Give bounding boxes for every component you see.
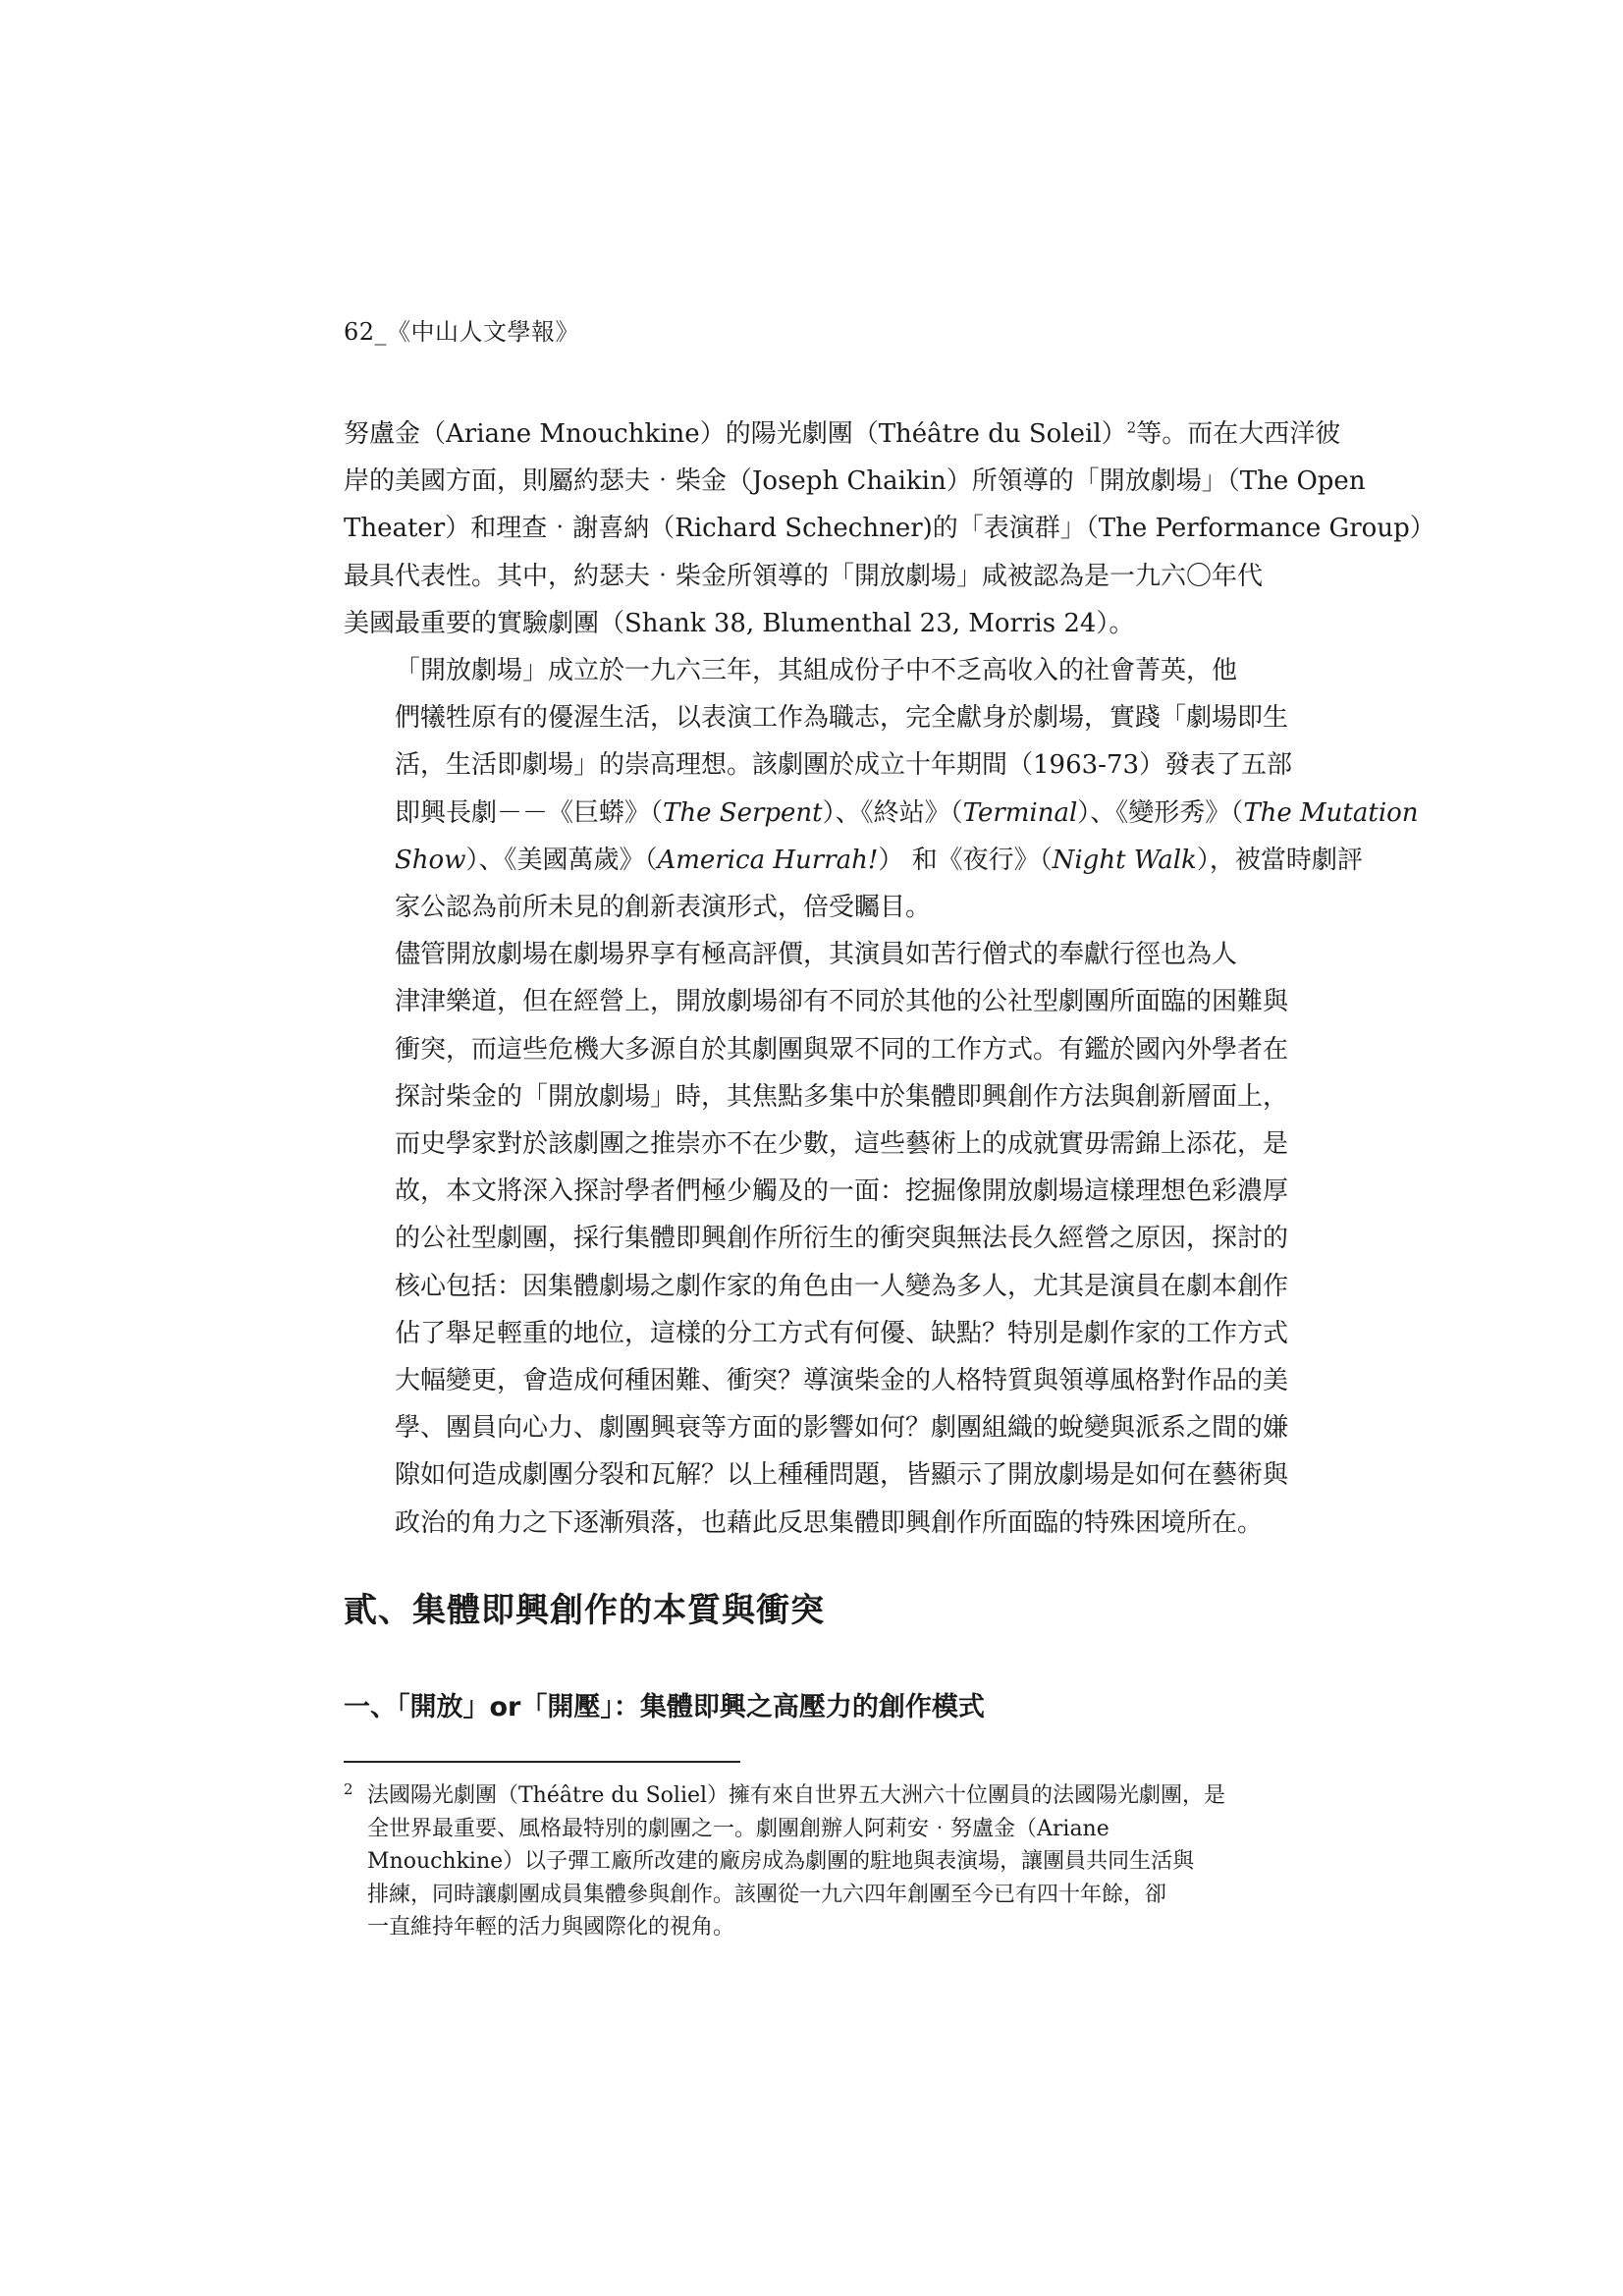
running-head: 62_《中山人文學報》: [344, 318, 580, 346]
paragraph-line: 岸的美國方面，則屬約瑟夫‧柴金（Joseph Chaikin）所領導的「開放劇場」（The Open: [344, 466, 1366, 497]
footnote-mark: 2: [344, 1780, 353, 1798]
paragraph-line: 活，生活即劇場」的崇高理想。該劇團於成立十年期間（1963-73）發表了五部: [395, 750, 1293, 781]
body-text: [344, 410, 1435, 1547]
paragraph-line: 故，本文將深入探討學者們極少觸及的一面：挖掘像開放劇場這樣理想色彩濃厚: [395, 1176, 1289, 1207]
footnote-line: 一直維持年輕的活力與國際化的視角。: [367, 1915, 735, 1941]
footnote-line: 全世界最重要、風格最特別的劇團之一。劇團創辦人阿莉安‧努盧金（Ariane: [367, 1816, 1109, 1841]
paragraph-line: 努盧金（Ariane Mnouchkine）的陽光劇團（Théâtre du Soleil）$^2$等。而在大西洋彼: [344, 418, 1341, 449]
paragraph-line: Show）、《美國萬歲》（America Hurrah!） 和《夜行》（Night Walk），被當時劇評: [395, 845, 1363, 875]
paragraph-line: 大幅變更，會造成何種困難、衝突？導演柴金的人格特質與領導風格對作品的美: [395, 1366, 1289, 1396]
paragraph-line: 探討柴金的「開放劇場」時，其焦點多集中於集體即興創作方法與創新層面上，: [395, 1081, 1289, 1112]
footnote-text: [367, 1779, 1294, 1944]
footnote-line: 法國陽光劇團（Théâtre du Soliel）擁有來自世界五大洲六十位團員的法國陽光劇團，是: [367, 1783, 1226, 1808]
paragraph-2: [344, 647, 1419, 931]
paragraph-line: 「開放劇場」成立於一九六三年，其組成份子中不乏高收入的社會菁英，他: [395, 656, 1238, 686]
paragraph-line: 政治的角力之下逐漸殞落，也藉此反思集體即興創作所面臨的特殊困境所在。: [395, 1507, 1264, 1538]
paragraph-line: 津津樂道，但在經營上，開放劇場卻有不同於其他的公社型劇團所面臨的困難與: [395, 987, 1289, 1017]
paragraph-line: 核心包括：因集體劇場之劇作家的角色由一人變為多人，尤其是演員在劇本創作: [395, 1271, 1289, 1301]
paragraph-line: 的公社型劇團，採行集體即興創作所衍生的衝突與無法長久經營之原因，探討的: [395, 1224, 1289, 1254]
footnote: [344, 1779, 1294, 1944]
footnote-line: 排練，同時讓劇團成員集體參與創作。該團從一九六四年創團至今已有四十年餘，卻: [367, 1882, 1167, 1907]
paragraph-line: 美國最重要的實驗劇團（Shank 38, Blumenthal 23, Morris 24）。: [344, 608, 1135, 638]
paragraph-line: 學、團員向心力、劇團興衰等方面的影響如何？劇團組織的蛻變與派系之間的嫌: [395, 1413, 1289, 1444]
subsection-heading: 一、「開放」or「開壓」：集體即興之高壓力的創作模式: [344, 1692, 985, 1722]
paragraph-1: [344, 410, 1435, 647]
paragraph-line: 最具代表性。其中，約瑟夫‧柴金所領導的「開放劇場」咸被認為是一九六〇年代: [344, 561, 1264, 591]
paragraph-line: 而史學家對於該劇團之推崇亦不在少數，這些藝術上的成就實毋需錦上添花，是: [395, 1129, 1289, 1160]
footnote-line: Mnouchkine）以子彈工廠所改建的廠房成為劇團的駐地與表演場，讓團員共同生活與: [367, 1849, 1195, 1875]
footnote-divider: [344, 1761, 740, 1763]
paragraph-line: Theater）和理查‧謝喜納（Richard Schechner)的「表演群」（The Performance Group）: [344, 514, 1435, 544]
section-heading: 貳、集體即興創作的本質與衝突: [344, 1591, 825, 1630]
paragraph-3: [344, 931, 1294, 1547]
paragraph-line: 儘管開放劇場在劇場界享有極高評價，其演員如苦行僧式的奉獻行徑也為人: [395, 940, 1238, 970]
paragraph-line: 隙如何造成劇團分裂和瓦解？以上種種問題，皆顯示了開放劇場是如何在藝術與: [395, 1460, 1289, 1491]
paragraph-line: 家公認為前所未見的創新表演形式，倍受矚目。: [395, 893, 932, 923]
paragraph-line: 佔了舉足輕重的地位，這樣的分工方式有何優、缺點？特別是劇作家的工作方式: [395, 1318, 1289, 1348]
footnote-ref[interactable]: 2: [1126, 418, 1137, 437]
paragraph-line: 衝突，而這些危機大多源自於其劇團與眾不同的工作方式。有鑑於國內外學者在: [395, 1034, 1289, 1065]
paragraph-line: 們犧牲原有的優渥生活，以表演工作為職志，完全獻身於劇場，實踐「劇場即生: [395, 703, 1289, 734]
paragraph-line: 即興長劇－－《巨蟒》（The Serpent）、《終站》（Terminal）、《變形秀》（The Mutation: [395, 797, 1419, 828]
